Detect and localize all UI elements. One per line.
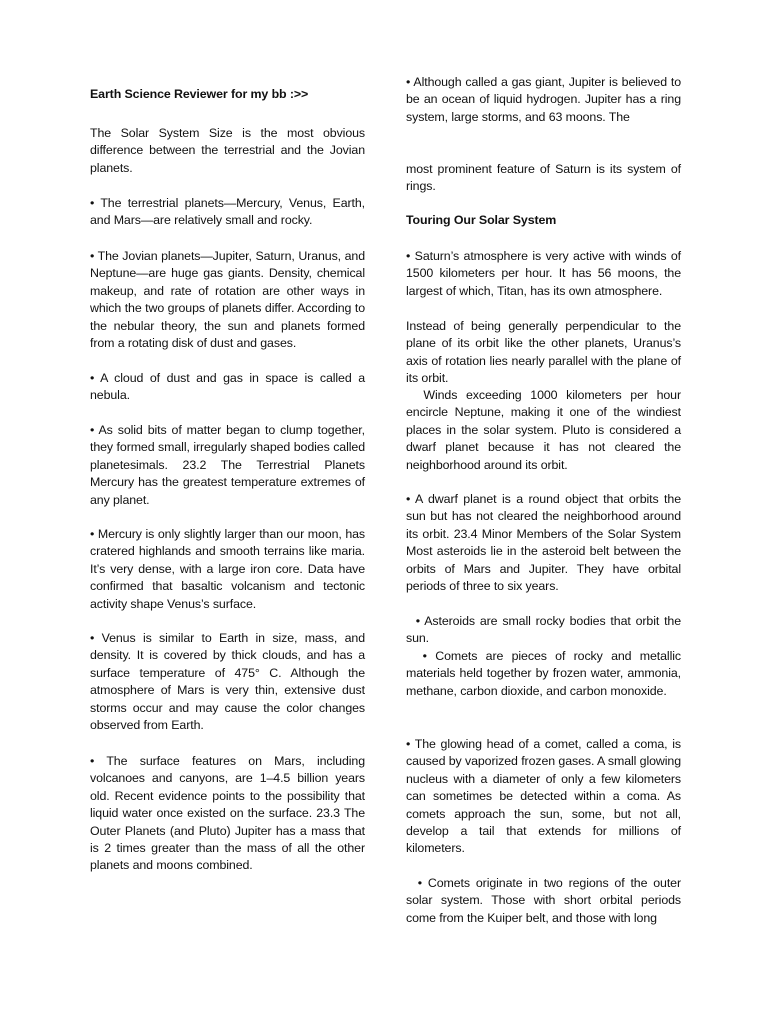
paragraph: • The terrestrial planets—Mercury, Venus, Earth, and Mars—are relatively small and rocky. (90, 196, 365, 228)
paragraph: • Asteroids are small rocky bodies that orbit the sun. (406, 614, 685, 646)
paragraph: • The glowing head of a comet, called a coma, is caused by vaporized frozen gases. A small glowing nucleus with a diameter of only a few kilometers can sometimes be detected within a coma. As comets approach the sun, some, but not all, develop a tail that extends for millions of kilometers. (406, 737, 681, 856)
paragraph: • A dwarf planet is a round object that orbits the sun but has not cleared the neighborhood around its orbit. 23.4 Minor Members of the Solar System Most asteroids lie in the asteroid belt between the orbits of Mars and Jupiter. They have orbital periods of three to six years. (406, 492, 681, 594)
paragraph: • A cloud of dust and gas in space is called a nebula. (90, 371, 365, 403)
paragraph: most prominent feature of Saturn is its system of rings. (406, 162, 681, 194)
paragraph: • Venus is similar to Earth in size, mass, and density. It is covered by thick clouds, and has a surface temperature of 475° C. Although the atmosphere of Mars is very thin, extensive dust storms occur and may cause the color changes observed from Earth. (90, 631, 365, 733)
paragraph: • Saturn’s atmosphere is very active with winds of 1500 kilometers per hour. It has 56 moons, the largest of which, Titan, has its own atmosphere. (406, 249, 681, 298)
paragraph: • Although called a gas giant, Jupiter is believed to be an ocean of liquid hydrogen. Jupiter has a ring system, large storms, and 63 moons. The (406, 75, 681, 124)
paragraph: Winds exceeding 1000 kilometers per hour encircle Neptune, making it one of the windiest places in the solar system. Pluto is considered a dwarf planet because it has not cleared the neighborhood around its orbit. (406, 388, 685, 472)
section-heading: Touring Our Solar System (406, 213, 557, 227)
paragraph: Instead of being generally perpendicular to the plane of its orbit like the other planets, Uranus’s axis of rotation lies nearly parallel with the plane of its orbit. (406, 319, 681, 386)
paragraph: • Mercury is only slightly larger than our moon, has cratered highlands and smooth terrains like maria. It’s very dense, with a large iron core. Data have confirmed that basaltic volcanism and tectonic activity shape Venus’s surface. (90, 527, 365, 611)
paragraph: • Comets are pieces of rocky and metallic materials held together by frozen water, ammonia, methane, carbon dioxide, and carbon monoxide. (406, 649, 685, 698)
paragraph: • As solid bits of matter began to clump together, they formed small, irregularly shaped bodies called planetesimals. 23.2 The Terrestrial Planets Mercury has the greatest temperature extremes of any planet. (90, 423, 365, 507)
paragraph: • The surface features on Mars, including volcanoes and canyons, are 1–4.5 billion years old. Recent evidence points to the possibility that liquid water once existed on the surface. 23.3 The Outer Planets (and Pluto) Jupiter has a mass that is 2 times greater than the mass of all the other planets and moons combined. (90, 754, 365, 873)
document-title: Earth Science Reviewer for my bb :>> (90, 87, 309, 101)
paragraph: • The Jovian planets—Jupiter, Saturn, Uranus, and Neptune—are huge gas giants. Density, chemical makeup, and rate of rotation are other ways in which the two groups of planets differ. According to the nebular theory, the sun and planets formed from a rotating disk of dust and gases. (90, 249, 365, 351)
paragraph: • Comets originate in two regions of the outer solar system. Those with short orbital periods come from the Kuiper belt, and those with long (406, 876, 685, 925)
paragraph: The Solar System Size is the most obvious difference between the terrestrial and the Jovian planets. (90, 126, 365, 175)
